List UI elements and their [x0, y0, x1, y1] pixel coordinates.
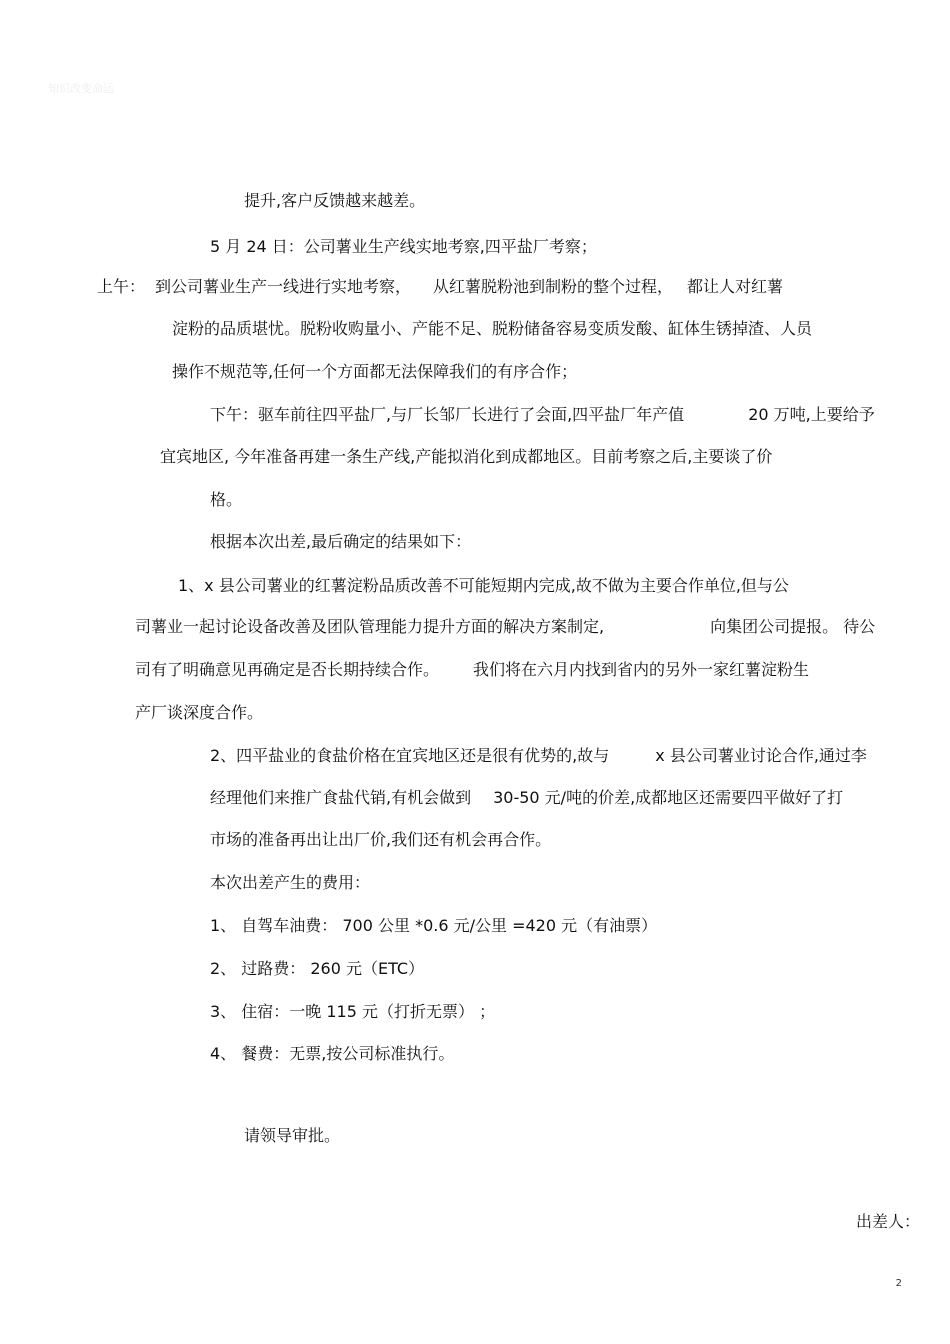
- text-span: 司有了明确意见再确定是否长期持续合作。: [135, 660, 440, 679]
- text-span: 向集团公司提报。 待公: [710, 617, 876, 636]
- paragraph-line: [210, 787, 843, 809]
- paragraph-line: 淀粉的品质堪忧。脱粉收购量小、产能不足、脱粉储备容易变质发酸、缸体生锈掉渣、人员: [172, 319, 813, 338]
- paragraph-line: [135, 616, 875, 638]
- approval-request: 请领导审批。: [244, 1126, 341, 1145]
- paragraph-line: [210, 404, 875, 426]
- text-span: 到公司薯业生产一线进行实地考察，: [155, 277, 412, 296]
- expense-item: 3、 住宿：一晚 115 元（打折无票） ；: [210, 1002, 496, 1021]
- text-span: 20 万吨,上要给予: [748, 405, 875, 424]
- paragraph-line: [210, 745, 867, 767]
- expense-item: 4、 餐费：无票,按公司标准执行。: [210, 1044, 455, 1063]
- text-span: 下午：驱车前往四平盐厂,与厂长邹厂长进行了会面,四平盐厂年产值: [210, 405, 685, 424]
- paragraph-line: 5 月 24 日：公司薯业生产线实地考察,四平盐厂考察；: [210, 237, 597, 256]
- expense-item: 1、 自驾车油费： 700 公里 *0.6 元/公里 =420 元（有油票）: [210, 916, 658, 935]
- traveler-signature-label: 出差人：: [855, 1212, 920, 1231]
- paragraph-line: 市场的准备再出让出厂价,我们还有机会再合作。: [210, 830, 552, 849]
- text-span: 司薯业一起讨论设备改善及团队管理能力提升方面的解决方案制定,: [135, 617, 605, 636]
- paragraph-line: [135, 659, 809, 681]
- morning-label: 上午：: [97, 277, 146, 296]
- paragraph-line: 产厂谈深度合作。: [135, 703, 264, 722]
- paragraph-line: [97, 276, 783, 298]
- paragraph-line: 根据本次出差,最后确定的结果如下：: [210, 532, 472, 551]
- text-span: 经理他们来推广食盐代销,有机会做到: [210, 788, 472, 807]
- text-span: 从红薯脱粉池到制粉的整个过程，: [433, 277, 674, 296]
- paragraph-line: 本次出差产生的费用：: [210, 873, 371, 892]
- paragraph-line: 提升,客户反馈越来越差。: [244, 191, 426, 210]
- page-number: 2: [895, 1278, 902, 1289]
- expense-item: 2、 过路费： 260 元（ETC）: [210, 959, 425, 978]
- text-span: x 县公司薯业讨论合作,通过李: [655, 746, 867, 765]
- text-span: 我们将在六月内找到省内的另外一家红薯淀粉生: [473, 660, 810, 679]
- text-span: 2、四平盐业的食盐价格在宜宾地区还是很有优势的,故与: [210, 746, 610, 765]
- text-span: 都让人对红薯: [687, 277, 784, 296]
- watermark-text: 知识改变命运: [48, 82, 114, 95]
- paragraph-line: 宜宾地区, 今年准备再建一条生产线,产能拟消化到成都地区。目前考察之后,主要谈了价: [160, 447, 773, 466]
- paragraph-line: 操作不规范等,任何一个方面都无法保障我们的有序合作；: [172, 362, 578, 381]
- text-span: 30-50 元/吨的价差,成都地区还需要四平做好了打: [493, 788, 844, 807]
- paragraph-line: 1、x 县公司薯业的红薯淀粉品质改善不可能短期内完成,故不做为主要合作单位,但与公: [178, 576, 789, 595]
- paragraph-line: 格。: [210, 490, 243, 509]
